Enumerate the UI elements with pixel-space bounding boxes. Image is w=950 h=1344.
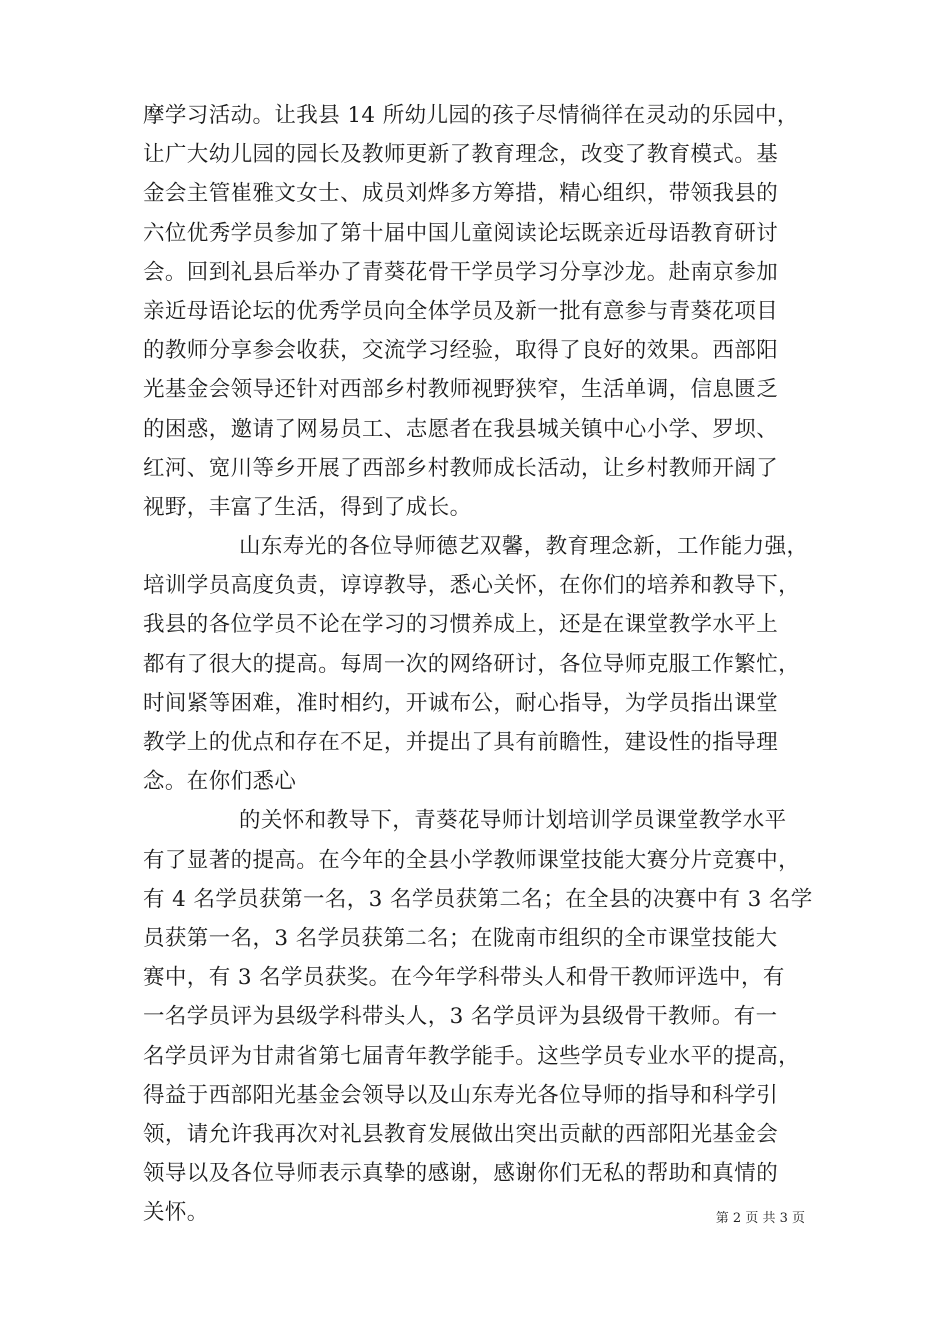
text-line: 一名学员评为县级学科带头人，3 名学员评为县级骨干教师。有一 — [143, 1004, 778, 1030]
text-line: 金会主管崔雅文女士、成员刘烨多方筹措，精心组织，带领我县的 — [143, 181, 779, 207]
text-line: 山东寿光的各位导师德艺双馨，教育理念新，工作能力强， — [239, 534, 809, 560]
text-line: 领导以及各位导师表示真挚的感谢，感谢你们无私的帮助和真情的 — [143, 1161, 779, 1187]
text-line: 有 4 名学员获第一名，3 名学员获第二名；在全县的决赛中有 3 名学 — [143, 886, 813, 912]
text-line: 领，请允许我再次对礼县教育发展做出突出贡献的西部阳光基金会 — [143, 1121, 779, 1147]
text-line: 有了显著的提高。在今年的全县小学教师课堂技能大赛分片竞赛中， — [143, 847, 801, 873]
text-line: 视野，丰富了生活，得到了成长。 — [143, 494, 472, 520]
text-line: 会。回到礼县后举办了青葵花骨干学员学习分享沙龙。赴南京参加 — [143, 259, 779, 285]
text-line: 都有了很大的提高。每周一次的网络研讨，各位导师克服工作繁忙， — [143, 651, 801, 677]
text-line: 亲近母语论坛的优秀学员向全体学员及新一批有意参与青葵花项目 — [143, 298, 779, 324]
text-line: 赛中，有 3 名学员获奖。在今年学科带头人和骨干教师评选中，有 — [143, 965, 785, 991]
text-line: 名学员评为甘肃省第七届青年教学能手。这些学员专业水平的提高， — [143, 1043, 801, 1069]
text-line: 的困惑，邀请了网易员工、志愿者在我县城关镇中心小学、罗坝、 — [143, 416, 779, 442]
text-line: 我县的各位学员不论在学习的习惯养成上，还是在课堂教学水平上 — [143, 612, 779, 638]
text-line: 六位优秀学员参加了第十届中国儿童阅读论坛既亲近母语教育研讨 — [143, 220, 779, 246]
body-text — [143, 96, 813, 1232]
text-line: 教学上的优点和存在不足，并提出了具有前瞻性，建设性的指导理 — [143, 730, 779, 755]
text-line: 时间紧等困难，准时相约，开诚布公，耐心指导，为学员指出课堂 — [143, 690, 779, 716]
page-number: 第 2 页 共 3 页 — [715, 1211, 805, 1226]
text-line: 红河、宽川等乡开展了西部乡村教师成长活动，让乡村教师开阔了 — [143, 455, 779, 481]
text-line: 念。在你们悉心 — [143, 769, 297, 795]
text-line: 培训学员高度负责，谆谆教导，悉心关怀，在你们的培养和教导下， — [143, 573, 801, 599]
text-line: 摩学习活动。让我县 14 所幼儿园的孩子尽情徜徉在灵动的乐园中， — [143, 103, 799, 128]
text-line: 员获第一名，3 名学员获第二名；在陇南市组织的全市课堂技能大 — [143, 925, 778, 951]
text-line: 的关怀和教导下，青葵花导师计划培训学员课堂教学水平 — [239, 808, 787, 834]
text-line: 关怀。 — [143, 1200, 209, 1226]
text-line: 光基金会领导还针对西部乡村教师视野狭窄，生活单调，信息匮乏 — [143, 377, 779, 403]
text-line: 让广大幼儿园的园长及教师更新了教育理念，改变了教育模式。基 — [143, 142, 779, 168]
text-line: 得益于西部阳光基金会领导以及山东寿光各位导师的指导和科学引 — [143, 1082, 779, 1108]
text-line: 的教师分享参会收获，交流学习经验，取得了良好的效果。西部阳 — [143, 338, 779, 364]
